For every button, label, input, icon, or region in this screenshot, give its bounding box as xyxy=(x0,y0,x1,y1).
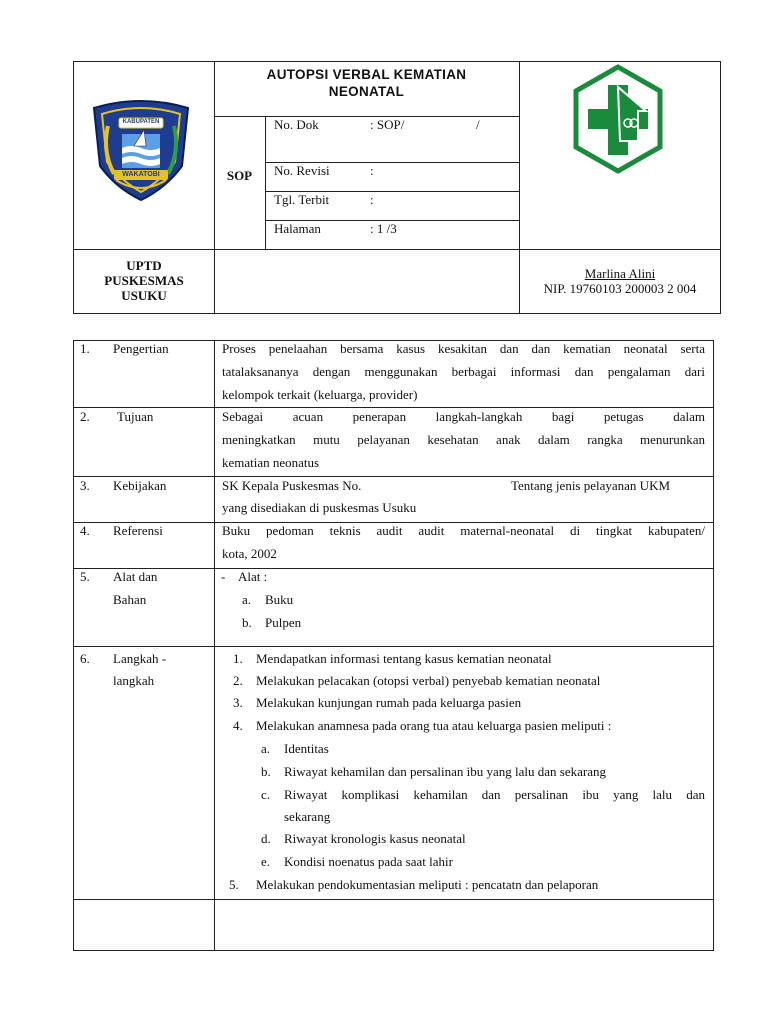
section-3-line-1-left: SK Kepala Puskesmas No. xyxy=(222,478,362,493)
signer-nip: NIP. 19760103 200003 2 004 xyxy=(543,281,697,296)
doc-number-label: No. Dok xyxy=(274,117,319,132)
section-6-label-line-2: langkah xyxy=(113,673,155,688)
publish-date-label: Tgl. Terbit xyxy=(274,192,330,207)
section-5-label-line-1: Alat dan xyxy=(113,569,158,584)
section-3-line-2: yang disediakan di puskesmas Usuku xyxy=(222,500,417,515)
section-4-line-1: Buku pedoman teknis audit audit maternal-neonatal di tingkat kabupaten/ xyxy=(222,523,705,538)
section-1-text xyxy=(222,337,705,406)
section-1-line-1: Proses penelaahan bersama kasus kesakitan dan dan kematian neonatal serta xyxy=(222,341,705,356)
section-5-item-b-mark: b. xyxy=(242,615,252,630)
section-1-label: Pengertian xyxy=(113,341,169,356)
regency-logo-text-top: KABUPATEN xyxy=(122,119,160,125)
step-2-mark: 2. xyxy=(233,673,243,688)
substep-d-text: Riwayat kronologis kasus neonatal xyxy=(284,831,466,846)
section-3-label: Kebijakan xyxy=(113,478,167,493)
section-5-item-a-mark: a. xyxy=(242,592,252,607)
regency-logo-text-bottom: WAKATOBI xyxy=(122,171,160,178)
substep-e-text: Kondisi noenatus pada saat lahir xyxy=(284,854,453,869)
org-line-3: USUKU xyxy=(121,288,167,303)
substep-a-mark: a. xyxy=(261,741,271,756)
substep-d-mark: d. xyxy=(261,831,271,846)
step-1-mark: 1. xyxy=(233,651,243,666)
section-5-item-b: Pulpen xyxy=(265,615,302,630)
step-4-text: Melakukan anamnesa pada orang tua atau keluarga pasien meliputi : xyxy=(256,718,612,733)
document-title xyxy=(214,66,519,100)
step-4-mark: 4. xyxy=(233,718,243,733)
puskesmas-logo xyxy=(570,63,666,175)
substep-c-text: Riwayat komplikasi kehamilan dan persalinan ibu yang lalu dan xyxy=(284,787,705,802)
substep-a-text: Identitas xyxy=(284,741,329,756)
publish-date-value: : xyxy=(370,192,374,207)
section-4-label: Referensi xyxy=(113,523,163,538)
substep-c-continuation: sekarang xyxy=(284,809,331,824)
section-6-label-line-1: Langkah - xyxy=(113,651,167,666)
step-5-mark: 5. xyxy=(229,877,239,892)
title-line-1: AUTOPSI VERBAL KEMATIAN xyxy=(266,67,467,82)
sop-label: SOP xyxy=(226,168,253,183)
step-3-text: Melakukan kunjungan rumah pada keluarga pasien xyxy=(256,695,522,710)
org-line-1: UPTD xyxy=(126,258,162,273)
section-1-number: 1. xyxy=(80,341,90,356)
section-2-line-3: kematian neonatus xyxy=(222,455,320,470)
section-5-item-a: Buku xyxy=(265,592,294,607)
section-1-line-3: kelompok terkait (keluarga, provider) xyxy=(222,387,418,402)
section-2-line-2: meningkatkan mutu pelayanan kesehatan anak dalam rangka menurunkan xyxy=(222,432,705,447)
page-value: : 1 /3 xyxy=(370,221,397,236)
section-4-text xyxy=(222,519,705,565)
section-4-number: 4. xyxy=(80,523,90,538)
section-3-line-1-right: Tentang jenis pelayanan UKM xyxy=(511,478,671,493)
regency-logo xyxy=(86,96,196,202)
section-2-label: Tujuan xyxy=(117,409,154,424)
section-5-label-line-2: Bahan xyxy=(113,592,147,607)
organization-name xyxy=(74,258,214,303)
section-4-line-2: kota, 2002 xyxy=(222,546,277,561)
doc-number-value-slash: / xyxy=(476,117,480,132)
section-1-line-2: tatalaksananya dengan menggunakan berbagai informasi dan pengalaman dari xyxy=(222,364,705,379)
section-5-dash: - xyxy=(221,569,226,584)
section-5-head: Alat : xyxy=(238,569,268,584)
step-3-mark: 3. xyxy=(233,695,243,710)
substep-e-mark: e. xyxy=(261,854,271,869)
section-2-number: 2. xyxy=(80,409,90,424)
doc-number-value: : SOP/ xyxy=(370,117,405,132)
signer-name: Marlina Alini xyxy=(584,266,656,281)
substep-c-mark: c. xyxy=(261,787,271,802)
section-2-line-1: Sebagai acuan penerapan langkah-langkah bagi petugas dalam xyxy=(222,409,705,424)
org-line-2: PUSKESMAS xyxy=(104,273,184,288)
section-3-number: 3. xyxy=(80,478,90,493)
section-2-text xyxy=(222,405,705,474)
page-label: Halaman xyxy=(274,221,321,236)
revision-value: : xyxy=(370,163,374,178)
revision-label: No. Revisi xyxy=(274,163,330,178)
substep-b-mark: b. xyxy=(261,764,271,779)
step-1-text: Mendapatkan informasi tentang kasus kematian neonatal xyxy=(256,651,552,666)
step-2-text: Melakukan pelacakan (otopsi verbal) penyebab kematian neonatal xyxy=(256,673,601,688)
section-6-number: 6. xyxy=(80,651,90,666)
step-5-text: Melakukan pendokumentasian meliputi : pencatatn dan pelaporan xyxy=(256,877,599,892)
section-5-number: 5. xyxy=(80,569,90,584)
substep-b-text: Riwayat kehamilan dan persalinan ibu yang lalu dan sekarang xyxy=(284,764,607,779)
title-line-2: NEONATAL xyxy=(328,84,405,99)
